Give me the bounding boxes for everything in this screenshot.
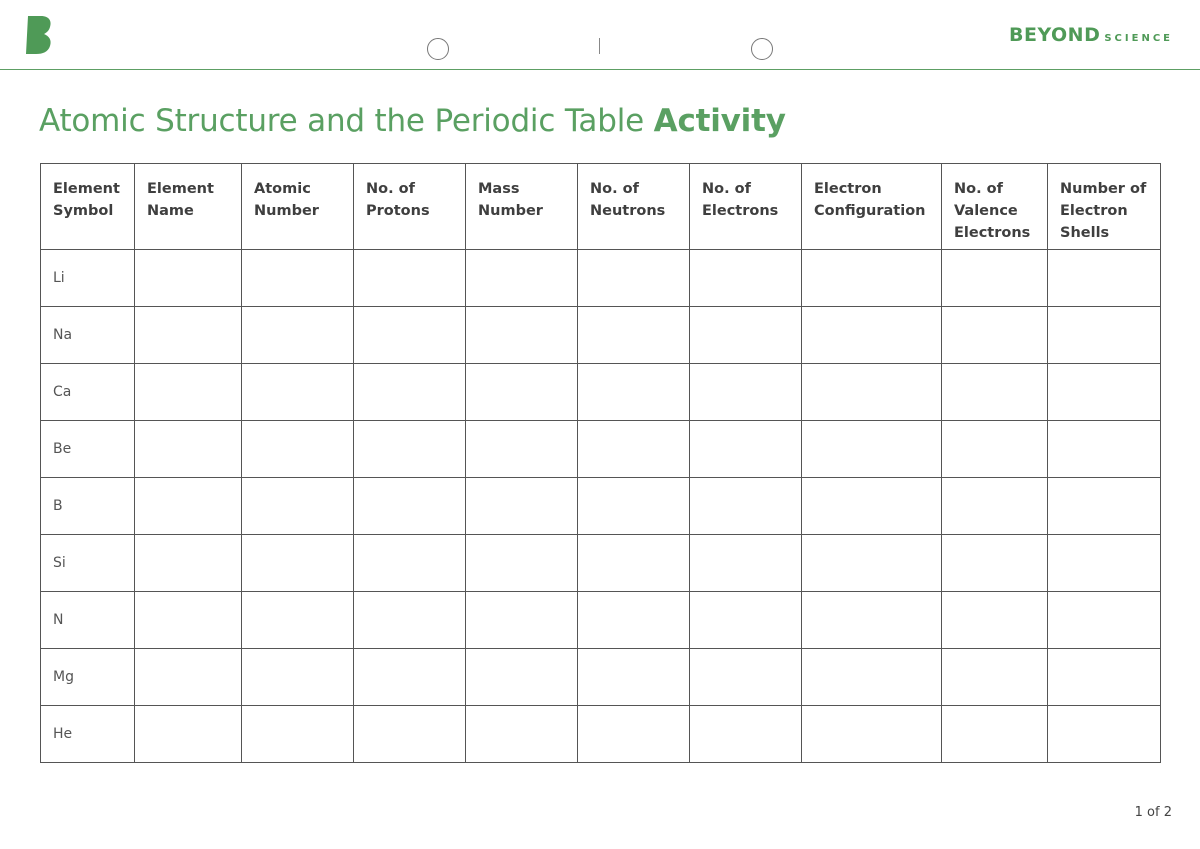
page-number: 1 of 2 xyxy=(1134,805,1172,820)
element-symbol-cell: N xyxy=(41,592,135,649)
table-row xyxy=(41,649,1161,706)
blank-answer-cell[interactable] xyxy=(354,478,466,535)
blank-answer-cell[interactable] xyxy=(466,250,578,307)
blank-answer-cell[interactable] xyxy=(242,421,354,478)
blank-answer-cell[interactable] xyxy=(802,649,942,706)
blank-answer-cell[interactable] xyxy=(1048,250,1161,307)
element-symbol-cell: He xyxy=(41,706,135,763)
blank-answer-cell[interactable] xyxy=(578,421,690,478)
page-header xyxy=(0,0,1200,70)
blank-answer-cell[interactable] xyxy=(1048,478,1161,535)
blank-answer-cell[interactable] xyxy=(466,307,578,364)
blank-answer-cell[interactable] xyxy=(942,307,1048,364)
blank-answer-cell[interactable] xyxy=(942,706,1048,763)
brand-wordmark xyxy=(1009,24,1173,46)
punch-hole-left xyxy=(427,38,449,60)
blank-answer-cell[interactable] xyxy=(578,592,690,649)
blank-answer-cell[interactable] xyxy=(242,250,354,307)
blank-answer-cell[interactable] xyxy=(135,706,242,763)
blank-answer-cell[interactable] xyxy=(690,421,802,478)
column-header-line: Element xyxy=(147,181,214,197)
blank-answer-cell[interactable] xyxy=(942,592,1048,649)
blank-answer-cell[interactable] xyxy=(690,535,802,592)
brand-sub: SCIENCE xyxy=(1104,33,1173,44)
header-divider xyxy=(0,69,1200,70)
column-header xyxy=(135,164,242,250)
column-header xyxy=(1048,164,1161,250)
blank-answer-cell[interactable] xyxy=(690,649,802,706)
table-body xyxy=(41,250,1161,763)
blank-answer-cell[interactable] xyxy=(802,421,942,478)
column-header-line: Configuration xyxy=(814,203,926,219)
blank-answer-cell[interactable] xyxy=(135,535,242,592)
column-header xyxy=(942,164,1048,250)
blank-answer-cell[interactable] xyxy=(466,649,578,706)
element-symbol-cell: Ca xyxy=(41,364,135,421)
column-header-line: Neutrons xyxy=(590,203,666,219)
blank-answer-cell[interactable] xyxy=(802,307,942,364)
blank-answer-cell[interactable] xyxy=(802,478,942,535)
punch-hole-right xyxy=(751,38,773,60)
table-row xyxy=(41,307,1161,364)
page-title xyxy=(39,103,786,139)
blank-answer-cell[interactable] xyxy=(690,307,802,364)
table-row xyxy=(41,592,1161,649)
title-bold: Activity xyxy=(653,103,786,139)
column-header xyxy=(466,164,578,250)
column-header xyxy=(242,164,354,250)
column-header-line: Symbol xyxy=(53,203,114,219)
column-header-line: No. of xyxy=(954,181,1003,197)
activity-table xyxy=(40,163,1161,763)
column-header-line: Number xyxy=(478,203,543,219)
column-header-line: Protons xyxy=(366,203,430,219)
blank-answer-cell[interactable] xyxy=(466,535,578,592)
column-header-line: Electron xyxy=(1060,203,1128,219)
blank-answer-cell[interactable] xyxy=(354,250,466,307)
table-row xyxy=(41,478,1161,535)
column-header-line: Electron xyxy=(814,181,882,197)
column-header xyxy=(690,164,802,250)
element-symbol-cell: Mg xyxy=(41,649,135,706)
blank-answer-cell[interactable] xyxy=(242,535,354,592)
table-row xyxy=(41,535,1161,592)
blank-answer-cell[interactable] xyxy=(802,364,942,421)
blank-answer-cell[interactable] xyxy=(942,421,1048,478)
title-regular: Atomic Structure and the Periodic Table xyxy=(39,103,644,139)
element-symbol-cell: Na xyxy=(41,307,135,364)
blank-answer-cell[interactable] xyxy=(466,592,578,649)
blank-answer-cell[interactable] xyxy=(942,250,1048,307)
brand-main: BEYOND xyxy=(1008,24,1101,46)
blank-answer-cell[interactable] xyxy=(1048,307,1161,364)
blank-answer-cell[interactable] xyxy=(135,307,242,364)
column-header-line: Shells xyxy=(1060,225,1110,241)
column-header-line: Electrons xyxy=(954,225,1031,241)
blank-answer-cell[interactable] xyxy=(802,535,942,592)
blank-answer-cell[interactable] xyxy=(942,478,1048,535)
blank-answer-cell[interactable] xyxy=(1048,649,1161,706)
blank-answer-cell[interactable] xyxy=(242,706,354,763)
blank-answer-cell[interactable] xyxy=(578,535,690,592)
blank-answer-cell[interactable] xyxy=(354,592,466,649)
blank-answer-cell[interactable] xyxy=(802,250,942,307)
blank-answer-cell[interactable] xyxy=(802,592,942,649)
blank-answer-cell[interactable] xyxy=(942,649,1048,706)
blank-answer-cell[interactable] xyxy=(466,706,578,763)
blank-answer-cell[interactable] xyxy=(242,307,354,364)
blank-answer-cell[interactable] xyxy=(354,706,466,763)
blank-answer-cell[interactable] xyxy=(354,307,466,364)
blank-answer-cell[interactable] xyxy=(690,478,802,535)
blank-answer-cell[interactable] xyxy=(578,250,690,307)
blank-answer-cell[interactable] xyxy=(135,478,242,535)
column-header-line: No. of xyxy=(702,181,751,197)
column-header xyxy=(41,164,135,250)
column-header-line: Valence xyxy=(954,203,1018,219)
blank-answer-cell[interactable] xyxy=(354,649,466,706)
blank-answer-cell[interactable] xyxy=(135,250,242,307)
column-header-line: Number of xyxy=(1060,181,1147,197)
table-row xyxy=(41,364,1161,421)
column-header-line: No. of xyxy=(366,181,415,197)
blank-answer-cell[interactable] xyxy=(242,478,354,535)
column-header-line: Electrons xyxy=(702,203,779,219)
blank-answer-cell[interactable] xyxy=(578,649,690,706)
blank-answer-cell[interactable] xyxy=(242,364,354,421)
table-row xyxy=(41,421,1161,478)
column-header-line: Element xyxy=(53,181,120,197)
blank-answer-cell[interactable] xyxy=(135,649,242,706)
blank-answer-cell[interactable] xyxy=(1048,706,1161,763)
blank-answer-cell[interactable] xyxy=(354,364,466,421)
blank-answer-cell[interactable] xyxy=(802,706,942,763)
blank-answer-cell[interactable] xyxy=(1048,364,1161,421)
blank-answer-cell[interactable] xyxy=(1048,535,1161,592)
blank-answer-cell[interactable] xyxy=(466,364,578,421)
blank-answer-cell[interactable] xyxy=(690,706,802,763)
element-symbol-cell: Li xyxy=(41,250,135,307)
blank-answer-cell[interactable] xyxy=(578,478,690,535)
blank-answer-cell[interactable] xyxy=(942,535,1048,592)
table-header-row xyxy=(41,164,1161,250)
table-row xyxy=(41,250,1161,307)
blank-answer-cell[interactable] xyxy=(135,421,242,478)
column-header xyxy=(578,164,690,250)
blank-answer-cell[interactable] xyxy=(690,364,802,421)
blank-answer-cell[interactable] xyxy=(578,364,690,421)
table-row xyxy=(41,706,1161,763)
blank-answer-cell[interactable] xyxy=(466,421,578,478)
element-symbol-cell: B xyxy=(41,478,135,535)
column-header-line: Name xyxy=(147,203,194,219)
column-header-line: Number xyxy=(254,203,319,219)
element-symbol-cell: Be xyxy=(41,421,135,478)
beyond-b-logo-icon xyxy=(24,14,54,56)
blank-answer-cell[interactable] xyxy=(690,250,802,307)
blank-answer-cell[interactable] xyxy=(135,364,242,421)
blank-answer-cell[interactable] xyxy=(1048,592,1161,649)
blank-answer-cell[interactable] xyxy=(242,592,354,649)
blank-answer-cell[interactable] xyxy=(242,649,354,706)
blank-answer-cell[interactable] xyxy=(354,421,466,478)
center-fold-mark xyxy=(599,38,600,54)
blank-answer-cell[interactable] xyxy=(135,592,242,649)
blank-answer-cell[interactable] xyxy=(466,478,578,535)
blank-answer-cell[interactable] xyxy=(1048,421,1161,478)
blank-answer-cell[interactable] xyxy=(354,535,466,592)
column-header-line: No. of xyxy=(590,181,639,197)
column-header-line: Mass xyxy=(478,181,520,197)
blank-answer-cell[interactable] xyxy=(578,307,690,364)
blank-answer-cell[interactable] xyxy=(690,592,802,649)
column-header-line: Atomic xyxy=(254,181,311,197)
blank-answer-cell[interactable] xyxy=(578,706,690,763)
column-header xyxy=(802,164,942,250)
column-header xyxy=(354,164,466,250)
element-symbol-cell: Si xyxy=(41,535,135,592)
blank-answer-cell[interactable] xyxy=(942,364,1048,421)
